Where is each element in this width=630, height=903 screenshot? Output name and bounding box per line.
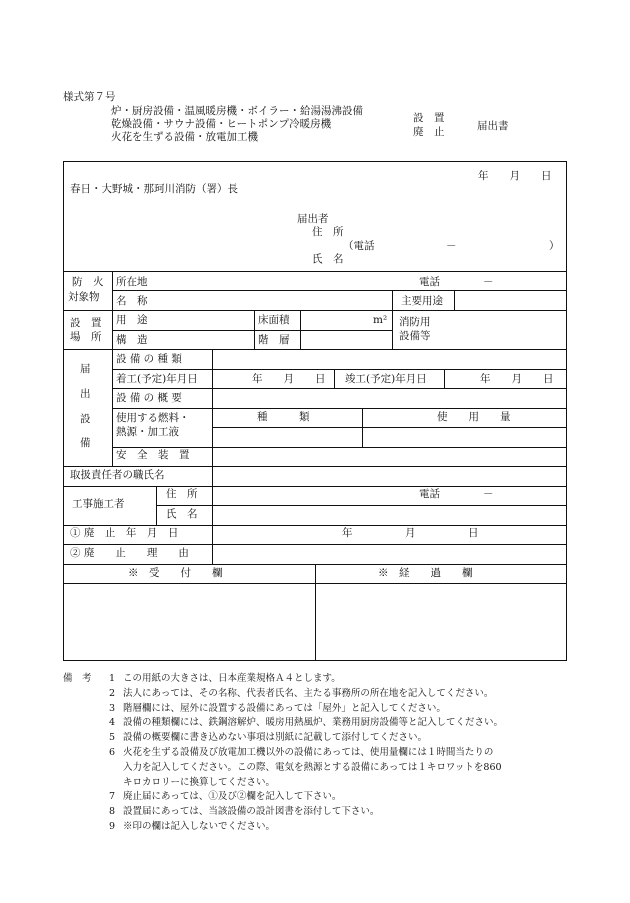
main-use-label: 主要用途 <box>401 295 443 307</box>
floor-area-label: 床面積 <box>258 314 290 326</box>
equipment-side-4: 備 <box>80 437 91 449</box>
contractor-phone-dash: － <box>483 488 494 500</box>
overview-label: 設 備 の 概 要 <box>116 392 182 404</box>
applicant-phone-close: ） <box>549 240 560 252</box>
submission-date: 年 月 日 <box>478 170 552 182</box>
start-date-value: 年 月 日 <box>252 373 326 385</box>
note-item: 2 法人にあっては、その名称、代表者氏名、主たる事務所の所在地を記入してください。 <box>109 687 494 699</box>
form-number: 様式第７号 <box>63 91 116 103</box>
note-item: 9 ※印の欄は記入しないでください。 <box>109 821 276 832</box>
equipment-side-2: 出 <box>80 388 91 400</box>
name-label: 名 称 <box>116 295 148 307</box>
finish-date-value: 年 月 日 <box>480 373 554 385</box>
applicant-address-label: 住 所 <box>312 226 344 238</box>
contractor-address-label: 住 所 <box>166 488 198 500</box>
location-label: 所在地 <box>116 276 148 288</box>
install-site-label-1: 設 置 <box>70 317 102 329</box>
install-label: 設 置 <box>413 112 445 124</box>
note-item: 6 火花を生ずる設備及び放電加工機以外の設備にあっては、使用量欄には１時間当たりの <box>109 747 494 758</box>
abolition-date-value: 年 月 日 <box>342 527 479 539</box>
addressee: 春日・大野城・那珂川消防（署）長 <box>70 183 238 195</box>
contractor-label: 工事施工者 <box>72 498 125 510</box>
note-item: キロカロリーに換算してください。 <box>123 776 276 788</box>
area-unit: m² <box>373 314 388 326</box>
equipment-type-line-3: 火花を生ずる設備・放電加工機 <box>111 131 258 143</box>
contractor-name-label: 氏 名 <box>166 508 198 520</box>
fire-target-label-1: 防 火 <box>72 276 104 288</box>
notes-label: 備 考 <box>63 673 92 684</box>
fuel-label-2: 熱源・加工液 <box>116 426 179 438</box>
applicant-name-label: 氏 名 <box>312 253 344 265</box>
contractor-phone-label: 電話 <box>419 488 440 500</box>
note-item: 5 設備の概要欄に書き込めない事項は別紙に記載して添付してください。 <box>109 732 428 744</box>
site-use-label: 用 途 <box>116 314 148 326</box>
target-phone-label: 電話 <box>419 276 440 288</box>
floor-label: 階 層 <box>258 334 290 346</box>
applicant-label: 届出者 <box>297 213 329 225</box>
install-site-label-2: 場 所 <box>70 331 102 343</box>
equipment-side-3: 設 <box>80 413 91 425</box>
finish-date-label: 竣工(予定)年月日 <box>345 373 427 385</box>
target-phone-dash: － <box>483 276 494 288</box>
reception-column-header: ※ 受 付 欄 <box>128 567 223 579</box>
abolish-label: 廃 止 <box>413 126 445 138</box>
applicant-phone-dash: － <box>446 240 457 252</box>
note-item: 1 この用紙の大きさは、日本産業規格Ａ４とします。 <box>109 673 341 684</box>
applicant-phone-label: （電話 <box>343 240 375 252</box>
note-item: 7 廃止届にあっては、①及び②欄を記入して下さい。 <box>109 791 342 803</box>
equipment-type-line-2: 乾燥設備・サウナ設備・ヒートポンプ冷暖房機 <box>111 118 332 130</box>
note-item: 8 設置届にあっては、当該設備の設計図書を添付して下さい。 <box>109 806 380 818</box>
fuel-amount-header: 使 用 量 <box>437 411 511 423</box>
abolition-reason-label: ② 廃 止 理 由 <box>70 547 189 559</box>
equipment-kind-label: 設 備 の 種 類 <box>116 353 182 365</box>
responsible-label: 取扱責任者の職氏名 <box>70 469 165 481</box>
abolition-date-label: ① 廃 止 年 月 日 <box>70 527 179 539</box>
equipment-type-line-1: 炉・厨房設備・温風暖房機・ボイラー・給湯湯沸設備 <box>111 105 363 117</box>
equipment-side-1: 届 <box>80 363 91 375</box>
progress-column-header: ※ 経 過 欄 <box>378 567 473 579</box>
fire-target-label-2: 対象物 <box>68 291 100 303</box>
structure-label: 構 造 <box>116 334 148 346</box>
note-item: 4 設備の種類欄には、鉄鋼溶解炉、暖房用熱風炉、業務用厨房設備等と記入してください。 <box>109 717 504 729</box>
note-item: 入力を記入してください。この際、電気を熱源とする設備にあっては１キロワットを860 <box>123 761 502 773</box>
start-date-label: 着工(予定)年月日 <box>116 373 198 385</box>
fire-equipment-label-2: 設備等 <box>399 330 431 342</box>
fuel-label-1: 使用する燃料・ <box>116 412 190 424</box>
safety-device-label: 安 全 装 置 <box>116 449 190 461</box>
fuel-type-header: 種 類 <box>257 411 310 423</box>
document-type: 届出書 <box>477 120 509 132</box>
note-item: 3 階層欄には、屋外に設置する設備にあっては「屋外」と記入してください。 <box>109 702 446 714</box>
fire-equipment-label-1: 消防用 <box>399 316 431 328</box>
